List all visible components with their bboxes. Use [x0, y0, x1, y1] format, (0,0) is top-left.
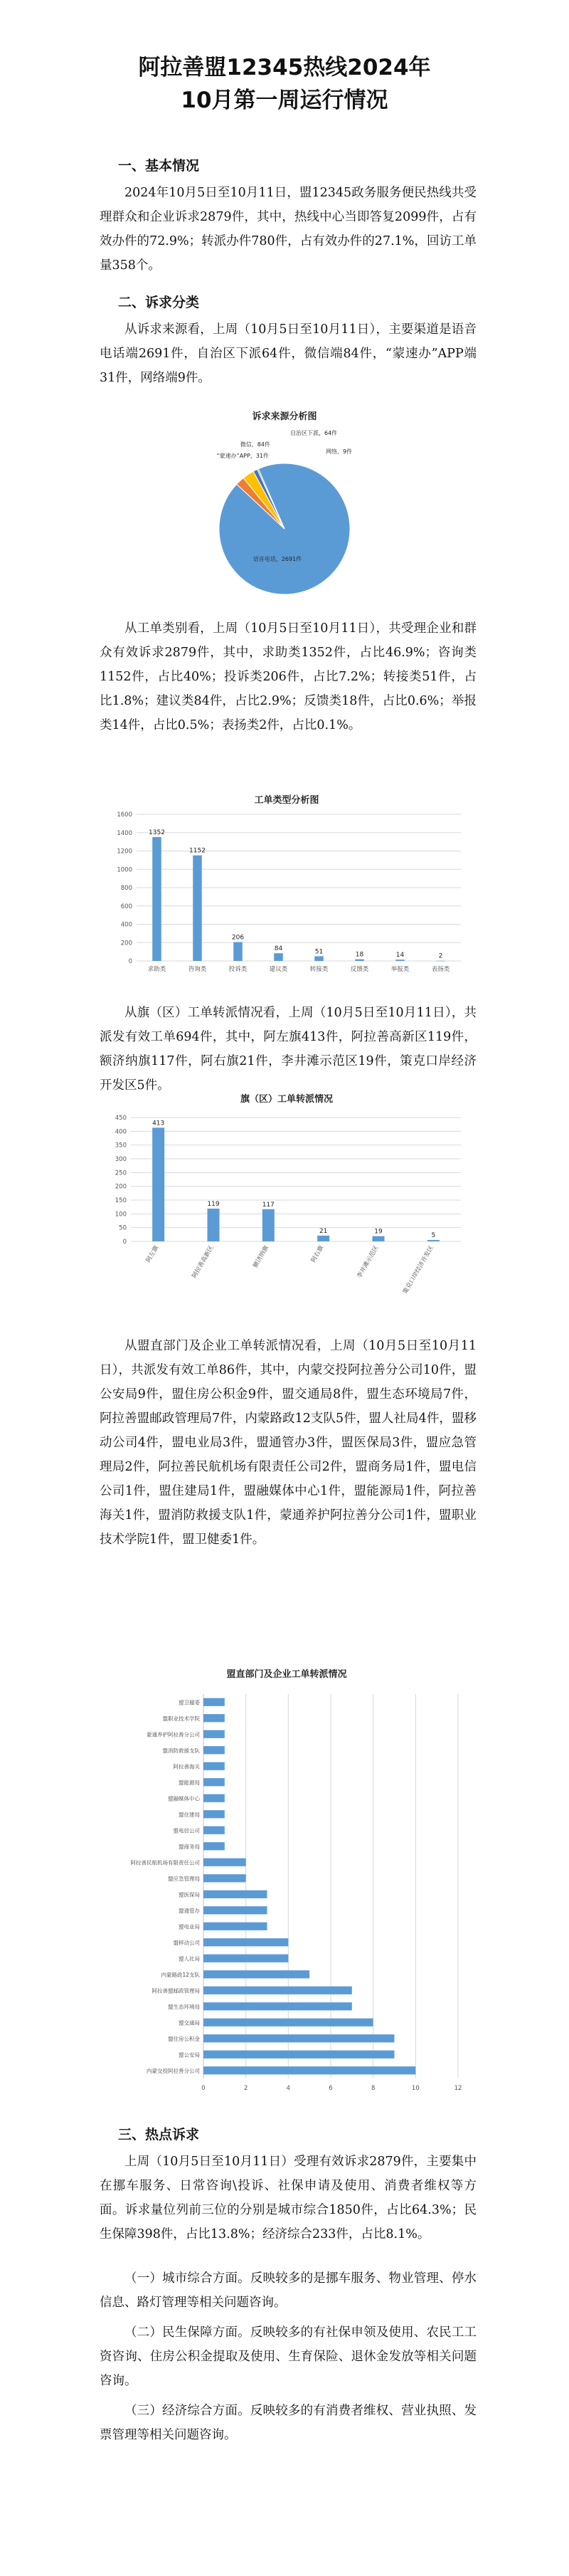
bar-value-label: 18	[355, 951, 364, 959]
pie-data-label: 语音电话，2691件	[252, 556, 302, 562]
y-tick-label: 100	[115, 1211, 127, 1219]
bar	[372, 1236, 384, 1241]
y-tick-label: 350	[115, 1142, 127, 1150]
y-tick-label: 200	[120, 940, 132, 947]
y-tick-label: 盟医保局	[179, 1891, 200, 1898]
y-tick-label: 盟电业局	[179, 1923, 200, 1930]
bar	[203, 1859, 246, 1866]
bar	[427, 1240, 440, 1241]
bar	[203, 2019, 373, 2026]
bar-value-label: 14	[395, 952, 405, 960]
y-tick-label: 1400	[117, 829, 132, 837]
bar-value-label: 19	[374, 1228, 383, 1236]
bar	[436, 961, 445, 962]
source-pie-chart	[191, 409, 378, 605]
paragraph-hotspot-economic: （三）经济综合方面。反映较多的有消费者维权、营业执照、发票管理等相关问题咨询。	[100, 2404, 477, 2442]
x-tick-label: 咨询类	[188, 966, 207, 973]
page-title	[0, 51, 569, 117]
bar	[203, 1923, 267, 1930]
y-tick-label: 150	[115, 1197, 127, 1204]
y-tick-label: 1600	[117, 811, 132, 819]
bar	[203, 2034, 395, 2042]
paragraph-hotspot-urban: （一）城市综合方面。反映较多的是挪车服务、物业管理、停水信息、路灯管理等相关问题咨询。	[100, 2271, 477, 2310]
x-tick-label: 额济纳旗	[252, 1244, 270, 1269]
department-bar-chart	[100, 1660, 474, 2108]
bar	[355, 960, 364, 961]
bar	[203, 1938, 288, 1946]
y-tick-label: 200	[115, 1183, 127, 1191]
x-tick-label: 8	[371, 2085, 376, 2092]
bar-value-label: 206	[231, 934, 245, 942]
y-tick-label: 400	[115, 1128, 127, 1136]
bar	[317, 1236, 329, 1241]
bar	[203, 1987, 352, 1994]
bar	[203, 2051, 395, 2059]
x-tick-label: 建议类	[269, 966, 288, 973]
bar	[152, 1127, 164, 1241]
y-tick-label: 盟电信公司	[173, 1827, 200, 1834]
y-tick-label: 450	[115, 1115, 127, 1122]
y-tick-label: 盟商务局	[179, 1843, 200, 1850]
x-tick-label: 李井滩示范区	[356, 1244, 381, 1280]
bar-value-label: 5	[431, 1232, 436, 1240]
bar	[203, 1698, 225, 1706]
x-tick-label: 阿右旗	[309, 1244, 326, 1264]
x-tick-label: 投诉类	[228, 966, 248, 973]
bar	[207, 1209, 219, 1241]
x-tick-label: 转接类	[309, 966, 329, 973]
y-tick-label: 1000	[117, 866, 132, 874]
bar-value-label: 1352	[149, 829, 165, 836]
paragraph-basic: 2024年10月5日至10月11日，盟12345政务服务便民热线共受理群众和企业诉求2879件，其中，热线中心当即答复2099件，占有效办件的72.9%；转派办件780件，占有效办件的27.1%，回访工单量358个。	[100, 186, 477, 273]
x-tick-label: 求助类	[147, 966, 166, 973]
bar	[203, 1842, 225, 1850]
bar	[203, 1874, 246, 1882]
banner-bar-chart	[100, 1089, 474, 1317]
bar	[203, 2002, 352, 2010]
x-tick-label: 阿左旗	[144, 1244, 161, 1264]
bar	[203, 1810, 225, 1818]
paragraph-hotspot-livelihood: （二）民生保障方面。反映较多的有社保申领及使用、农民工工资咨询、住房公积金提取及使用、生育保险、退休金发放等相关问题咨询。	[100, 2325, 477, 2388]
x-tick-label: 策克口岸经济开发区	[402, 1244, 435, 1295]
y-tick-label: 盟生态环境局	[168, 2003, 200, 2010]
bar-value-label: 119	[207, 1200, 220, 1208]
bar	[203, 1778, 225, 1786]
y-tick-label: 0	[122, 1239, 127, 1246]
y-tick-label: 阿拉善民航机场有限责任公司	[130, 1859, 200, 1866]
bar	[203, 1794, 225, 1802]
bar	[314, 956, 324, 961]
type-bar-chart	[100, 790, 474, 989]
bar	[203, 1730, 225, 1738]
x-tick-label: 6	[329, 2085, 333, 2092]
bar	[262, 1209, 275, 1241]
bar-value-label: 413	[152, 1120, 165, 1127]
paragraph-source: 从诉求来源看，上周（10月5日至10月11日），主要渠道是语音电话端2691件，自治区下派64件，微信端84件，“蒙速办”APP端31件，网络端9件。	[100, 322, 477, 385]
x-tick-label: 2	[243, 2085, 248, 2092]
y-tick-label: 盟移动公司	[173, 1939, 200, 1946]
bar-value-label: 2	[438, 952, 443, 960]
bar	[203, 2066, 415, 2074]
y-tick-label: 0	[128, 958, 132, 965]
section-heading-basic: 一、基本情况	[118, 158, 200, 174]
y-tick-label: 盟消防救援支队	[162, 1747, 200, 1754]
pie-data-label: 网络，9件	[326, 448, 353, 455]
section-heading-category: 二、诉求分类	[118, 295, 200, 310]
bar-value-label: 21	[319, 1227, 328, 1235]
y-tick-label: 250	[115, 1169, 127, 1177]
y-tick-label: 阿拉善海关	[173, 1763, 200, 1770]
title-line-2: 10月第一周运行情况	[181, 88, 388, 113]
bar-value-label: 51	[314, 948, 324, 956]
x-tick-label: 表扬类	[431, 966, 450, 973]
bar	[203, 1762, 225, 1770]
pie-data-label: 自治区下派，64件	[290, 430, 338, 436]
bar	[203, 1955, 288, 1962]
y-tick-label: 盟住房公积金	[168, 2035, 200, 2042]
bar	[395, 960, 405, 961]
y-tick-label: 盟能源局	[179, 1779, 200, 1786]
type-chart-title: 工单类型分析图	[254, 795, 319, 806]
y-tick-label: 盟公安局	[179, 2051, 200, 2059]
bar	[152, 837, 161, 961]
y-tick-label: 盟卫健委	[179, 1699, 200, 1706]
bar	[203, 1746, 225, 1754]
y-tick-label: 400	[120, 921, 132, 929]
y-tick-label: 盟人社局	[179, 1955, 200, 1962]
pie-data-label: 微信，84件	[240, 441, 270, 448]
y-tick-label: 盟交通局	[179, 2019, 200, 2026]
paragraph-hotspot: 上周（10月5日至10月11日）受理有效诉求2879件，主要集中在挪车服务、日常咨询\投诉、社保申请及使用、消费者维权等方面。诉求量位列前三位的分别是城市综合1850件，占比64.3%；民生保障398件，占比13.8%；经济综合233件，占比8.1%。	[100, 2155, 477, 2241]
x-tick-label: 0	[201, 2085, 206, 2092]
y-tick-label: 1200	[117, 848, 132, 856]
y-tick-label: 50	[119, 1224, 127, 1232]
bar-value-label: 117	[262, 1201, 275, 1209]
bar	[203, 1970, 309, 1978]
title-line-1: 阿拉善盟12345热线2024年	[138, 55, 431, 80]
x-tick-label: 10	[411, 2085, 420, 2092]
banner-chart-title: 旗（区）工单转派情况	[240, 1094, 334, 1105]
y-tick-label: 蒙通养护阿拉善分公司	[147, 1731, 200, 1738]
x-tick-label: 举报类	[390, 966, 410, 973]
bar-value-label: 1152	[189, 847, 206, 855]
bar	[203, 1906, 267, 1914]
department-chart-title: 盟直部门及企业工单转派情况	[226, 1669, 347, 1680]
bar	[203, 1826, 225, 1834]
y-tick-label: 盟职业技术学院	[162, 1715, 200, 1722]
x-tick-label: 反馈类	[350, 966, 369, 973]
y-tick-label: 盟住建局	[179, 1811, 200, 1818]
y-tick-label: 600	[120, 903, 132, 910]
y-tick-label: 内蒙路政12支队	[161, 1971, 200, 1978]
y-tick-label: 盟应急管理局	[168, 1875, 200, 1882]
bar	[203, 1714, 225, 1722]
bar	[203, 1891, 267, 1898]
paragraph-departments: 从盟直部门及企业工单转派情况看，上周（10月5日至10月11日），共派发有效工单86件，其中，内蒙交投阿拉善分公司10件，盟公安局9件，盟住房公积金9件，盟交通局8件，盟生态环境局7件，阿拉善盟邮政管理局7件，内蒙路政12支队5件，盟人社局4件，盟移动公司4件，盟电业局3件，盟通管办3件，盟医保局3件，盟应急管理局2件，阿拉善民航机场有限责任公司2件，盟商务局1件，盟电信公司1件，盟住建局1件，盟融媒体中心1件，盟能源局1件，阿拉善海关1件，盟消防救援支队1件，蒙通养护阿拉善分公司1件，盟职业技术学院1件，盟卫健委1件。	[100, 1339, 477, 1547]
pie-data-label: “蒙速办”APP，31件	[216, 453, 269, 459]
paragraph-types: 从工单类别看，上周（10月5日至10月11日），共受理企业和群众有效诉求2879件，其中，求助类1352件，占比46.9%；咨询类1152件，占比40%；投诉类206件，占比7.2%；转接类51件，占比1.8%；建议类84件，占比2.9%；反馈类18件，占比0.6%；举报类14件，占比0.5%；表扬类2件，占比0.1%。	[100, 621, 477, 732]
y-tick-label: 盟通管办	[179, 1907, 200, 1914]
y-tick-label: 内蒙交投阿拉善分公司	[147, 2067, 200, 2074]
y-tick-label: 800	[120, 885, 132, 892]
x-tick-label: 12	[454, 2085, 462, 2092]
section-heading-hotspot: 三、热点诉求	[118, 2127, 200, 2143]
y-tick-label: 盟融媒体中心	[168, 1795, 200, 1802]
pie-chart-title: 诉求来源分析图	[252, 411, 317, 422]
x-tick-label: 4	[286, 2085, 291, 2092]
bar	[193, 856, 202, 961]
bar	[233, 942, 243, 961]
bar-value-label: 84	[274, 945, 283, 953]
paragraph-banners: 从旗（区）工单转派情况看，上周（10月5日至10月11日），共派发有效工单694件，其中，阿左旗413件，阿拉善高新区119件，额济纳旗117件，阿右旗21件，李井滩示范区19件，策克口岸经济开发区5件。	[100, 1006, 477, 1093]
bar	[274, 953, 283, 961]
y-tick-label: 300	[115, 1156, 127, 1163]
y-tick-label: 阿拉善盟邮政管理局	[151, 1987, 200, 1994]
x-tick-label: 阿拉善高新区	[191, 1244, 216, 1280]
